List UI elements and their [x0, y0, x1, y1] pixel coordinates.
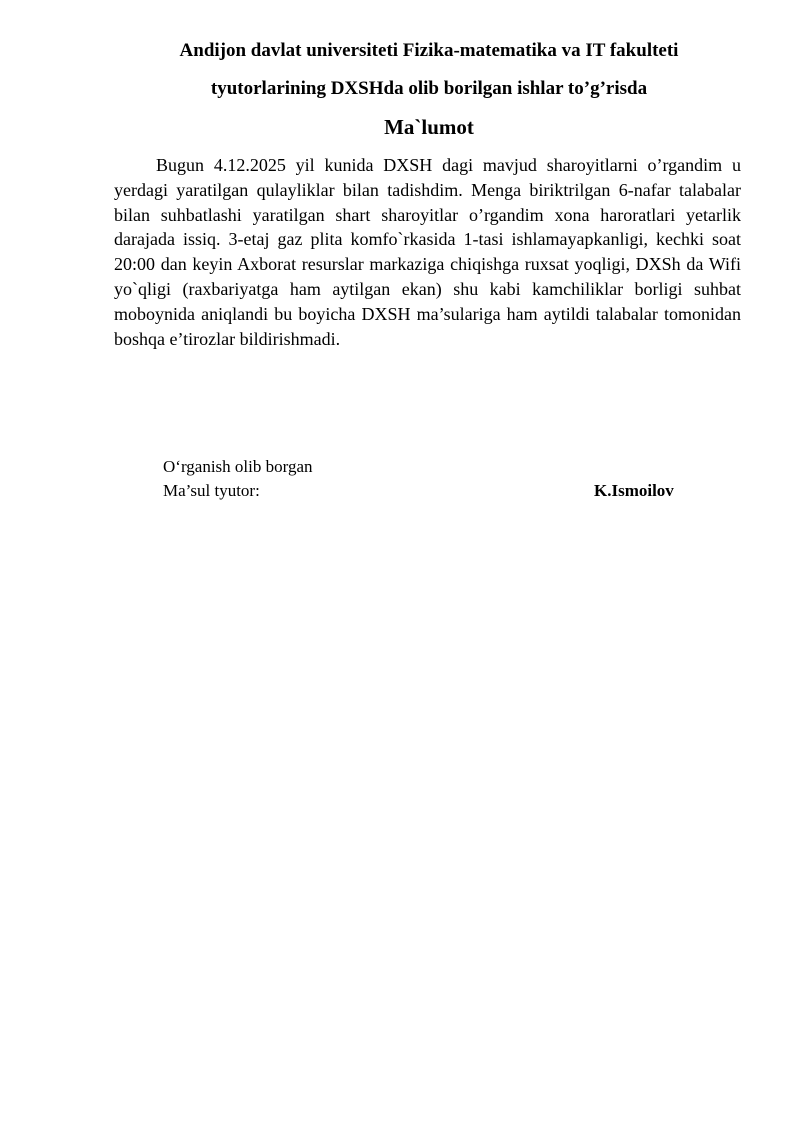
document-title-malumot: Ma`lumot [384, 115, 474, 139]
document-title-line-2: tyutorlarining DXSHda olib borilgan ishlar to’g’risda [210, 78, 648, 99]
signature-role-line-2: Ma’sul tyutor: [163, 481, 260, 500]
signature-role-line-1: O‘rganish olib borgan [163, 457, 313, 476]
document-body [114, 153, 741, 351]
document-title-line-1: Andijon davlat universiteti Fizika-matematika va IT fakulteti [179, 40, 679, 61]
signer-name: K.Ismoilov [594, 481, 674, 500]
body-paragraph: Bugun 4.12.2025 yil kunida DXSH dagi mavjud sharoyitlarni o’rgandim u yerdagi yaratilgan qulayliklar bilan tadishdim. Menga biriktrilgan 6-nafar talabalar bilan suhbatlashi yaratilgan shart sharoyitlar o’rgandim xona haroratlari yetarlik darajada issiq. 3-etaj gaz plita komfo`rkasida 1-tasi ishlamayapkanligi, kechki soat 20:00 dan keyin Axborat resurslar markaziga chiqishga ruxsat yoqligi, DXSh da Wifi yo`qligi (raxbariyatga ham aytilgan ekan) shu kabi kamchiliklar borligi suhbat moboynida aniqlandi bu boyicha DXSH ma’sulariga ham aytildi talabalar tomonidan boshqa e’tirozlar bildirishmadi. [114, 155, 741, 349]
